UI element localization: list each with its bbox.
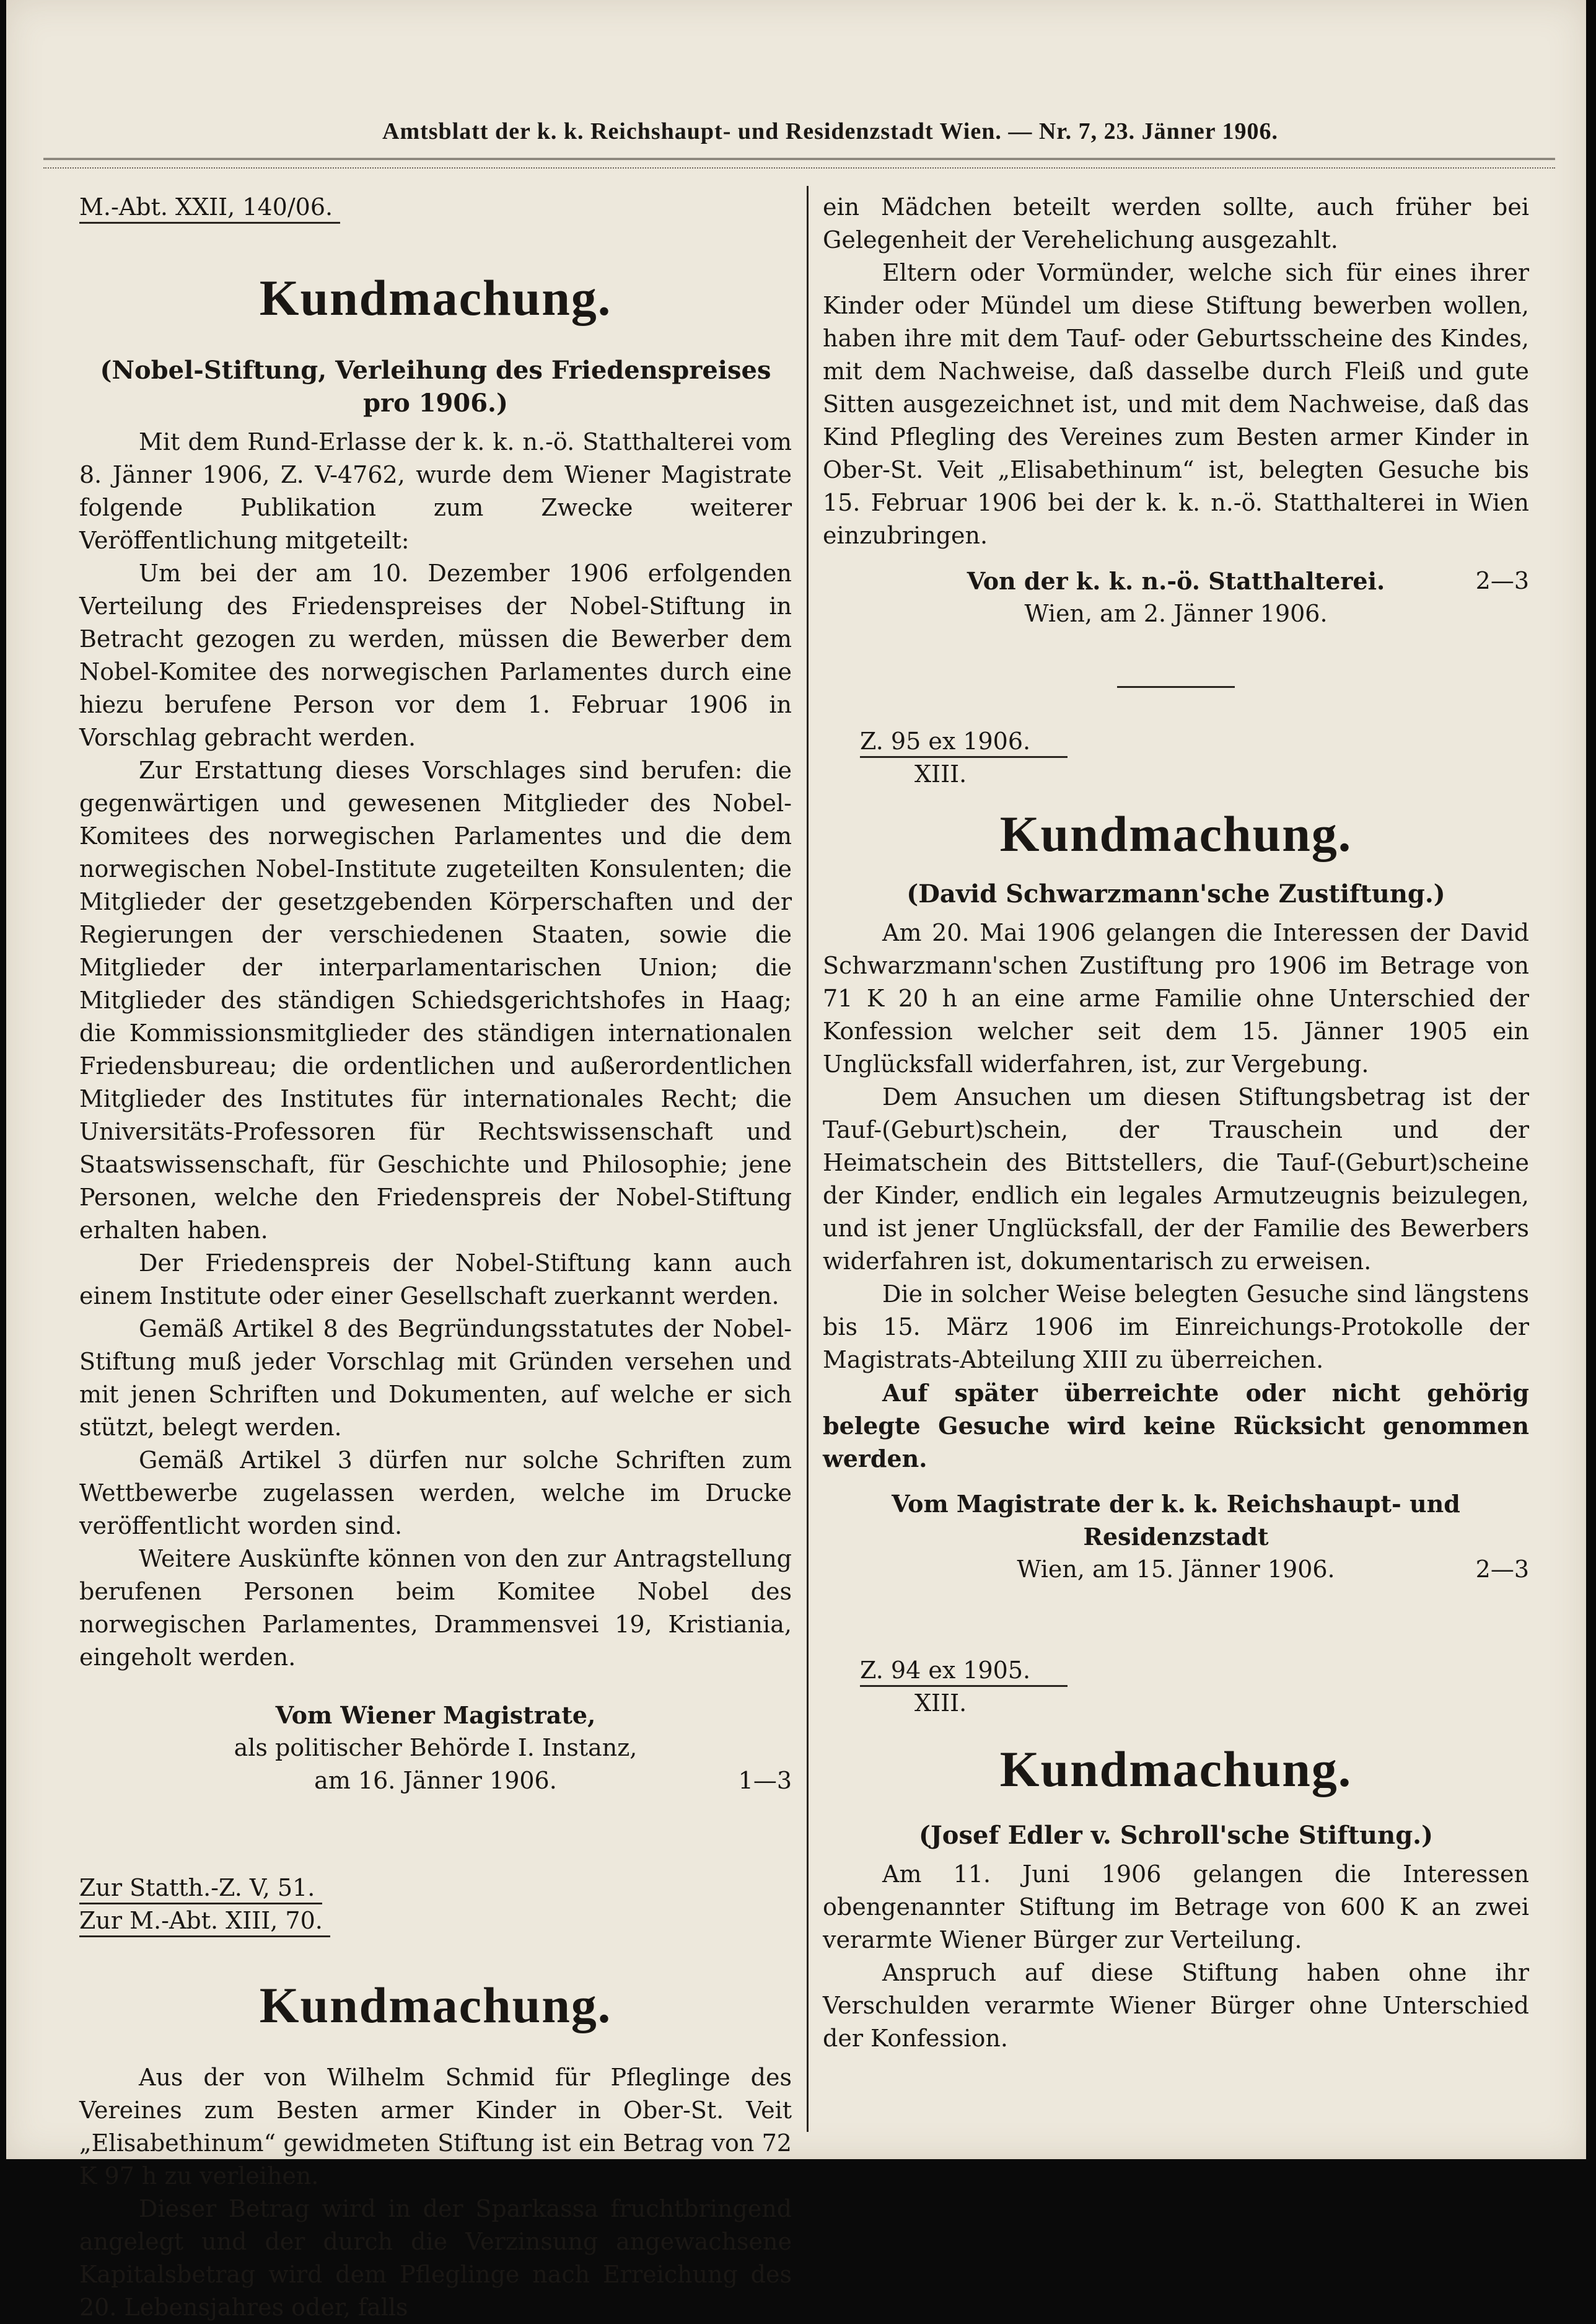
notice-subtitle: (Josef Edler v. Schroll'sche Stiftung.) — [918, 1821, 1434, 1850]
notice-reference: Zur Statth.-Z. V, 51. — [79, 1873, 322, 1904]
paragraph: Dem Ansuchen um diesen Stiftungsbetrag ist der Tauf-(Geburt)schein, der Trauschein und der Heimatschein des Bittstellers, die Tauf-(Geburt)scheine der Kinder, endlich ein legales Armutzeugnis beizulegen, und ist jener Unglücksfall, der der Familie des Bewerbers widerfahren ist, dokumentarisch zu erweisen. — [823, 1083, 1529, 1275]
paragraph: Gemäß Artikel 3 dürfen nur solche Schriften zum Wettbewerbe zugelassen werden, welche im Drucke veröffentlicht worden sind. — [79, 1446, 792, 1539]
department-number: XIII. — [914, 760, 967, 788]
paragraph: ein Mädchen beteilt werden sollte, auch früher bei Gelegenheit der Verehelichung ausgezahlt. — [823, 193, 1529, 253]
notice-nobel — [79, 191, 792, 1797]
header-dotted-rule — [43, 167, 1555, 169]
notice-schroll — [823, 1654, 1529, 2055]
signature-authority: Von der k. k. n.-ö. Statthalterei. — [967, 567, 1385, 595]
bold-paragraph: Auf später überreichte oder nicht gehörig belegte Gesuche wird keine Rücksicht genommen werden. — [823, 1379, 1529, 1472]
paragraph: Mit dem Rund-Erlasse der k. k. n.-ö. Statthalterei vom 8. Jänner 1906, Z. V-4762, wurde dem Wiener Magistrate folgende Publikation zum Zwecke weiterer Veröffentlichung mitgeteilt: — [79, 428, 792, 554]
notice-schwarzmann — [823, 725, 1529, 1586]
insertion-number: 2—3 — [1475, 1556, 1529, 1583]
paragraph: Der Friedenspreis der Nobel-Stiftung kann auch einem Institute oder einer Gesellschaft zuerkannt werden. — [79, 1249, 792, 1309]
notice-subtitle: (Nobel-Stiftung, Verleihung des Friedenspreises pro 1906.) — [100, 356, 771, 418]
paragraph: Gemäß Artikel 8 des Begründungsstatutes der Nobel-Stiftung muß jeder Vorschlag mit Gründen versehen und mit jenen Schriften und Dokumenten, auf welche er sich stützt, belegt werden. — [79, 1315, 792, 1441]
paragraph: Um bei der am 10. Dezember 1906 erfolgenden Verteilung des Friedenspreises der Nobel-Stiftung in Betracht gezogen zu werden, müssen die Bewerber dem Nobel-Komitee des norwegischen Parlamentes durch eine hiezu berufene Person vor dem 1. Februar 1906 in Vorschlag gebracht werden. — [79, 560, 792, 751]
notice-reference: Z. 95 ex 1906. — [860, 726, 1068, 758]
notice-title: Kundmachung. — [259, 270, 612, 326]
notice-reference: Zur M.-Abt. XIII, 70. — [79, 1906, 330, 1937]
signature-date: Wien, am 2. Jänner 1906. — [1024, 600, 1328, 627]
paragraph: Am 11. Juni 1906 gelangen die Interessen obengenannter Stiftung im Betrage von 600 K an zwei verarmte Wiener Bürger zur Verteilung. — [823, 1860, 1529, 1953]
paragraph: Weitere Auskünfte können von den zur Antragstellung berufenen Personen beim Komitee Nobel des norwegischen Parlamentes, Drammensvei 19, Kristiania, eingeholt werden. — [79, 1545, 792, 1671]
paragraph: Eltern oder Vormünder, welche sich für eines ihrer Kinder oder Mündel um diese Stiftung bewerben wollen, haben ihre mit dem Tauf- oder Geburtsscheine des Kindes, mit dem Nachweise, daß dasselbe durch Fleiß und gute Sitten ausgezeichnet ist, und mit dem Nachweise, daß das Kind Pflegling des Vereines zum Besten armer Kinder in Ober-St. Veit „Elisabethinum“ ist, belegten Gesuche bis 15. Februar 1906 bei der k. k. n.-ö. Statthalterei in Wien einzubringen. — [823, 259, 1529, 549]
notice-schmid — [79, 1872, 792, 2324]
notice-subtitle: (David Schwarzmann'sche Zustiftung.) — [906, 879, 1445, 909]
notice-title: Kundmachung. — [259, 1977, 612, 2033]
insertion-number: 2—3 — [1475, 567, 1529, 594]
signature-authority: Vom Wiener Magistrate, — [275, 1701, 596, 1729]
notice-schmid-continued — [823, 191, 1529, 688]
signature-date: am 16. Jänner 1906. — [314, 1767, 557, 1794]
insertion-number: 1—3 — [738, 1767, 792, 1794]
signature-date: Wien, am 15. Jänner 1906. — [1017, 1556, 1335, 1583]
newspaper-page — [6, 0, 1586, 2321]
header-rule — [43, 158, 1555, 160]
left-column — [79, 191, 792, 2324]
page-header: Amtsblatt der k. k. Reichshaupt- und Residenzstadt Wien. — Nr. 7, 23. Jänner 1906. — [382, 118, 1278, 144]
notice-title: Kundmachung. — [999, 806, 1353, 862]
separator-rule — [1117, 686, 1235, 688]
paragraph: Aus der von Wilhelm Schmid für Pfleglinge des Vereines zum Besten armer Kinder in Ober-St. Veit „Elisabethinum“ gewidmeten Stiftung ist ein Betrag von 72 K 97 h zu verleihen. — [79, 2064, 792, 2190]
signature-authority: Vom Magistrate der k. k. Reichshaupt- und Residenzstadt — [892, 1490, 1460, 1551]
paragraph: Dieser Betrag wird in der Sparkassa fruchtbringend angelegt und der durch die Verzinsung angewachsene Kapitalsbetrag wird dem Pfleglinge nach Erreichung des 20. Lebensjahres oder, falls — [79, 2195, 792, 2321]
right-column — [823, 191, 1529, 2055]
notice-reference: M.-Abt. XXII, 140/06. — [79, 192, 340, 224]
department-number: XIII. — [914, 1689, 967, 1717]
notice-title: Kundmachung. — [999, 1741, 1353, 1797]
paragraph: Am 20. Mai 1906 gelangen die Interessen der David Schwarzmann'schen Zustiftung pro 1906 im Betrage von 71 K 20 h an eine arme Familie ohne Unterschied der Konfession welcher seit dem 15. Jänner 1905 ein Unglücksfall widerfahren, ist, zur Vergebung. — [823, 919, 1529, 1078]
paragraph: Anspruch auf diese Stiftung haben ohne ihr Verschulden verarmte Wiener Bürger ohne Unterschied der Konfession. — [823, 1959, 1529, 2052]
paragraph: Zur Erstattung dieses Vorschlages sind berufen: die gegenwärtigen und gewesenen Mitglieder des Nobel-Komitees des norwegischen Parlamentes und die dem norwegischen Nobel-Institute zugeteilten Konsulenten; die Mitglieder der gesetzgebenden Körperschaften und der Regierungen der verschiedenen Staaten, sowie die Mitglieder der interparlamentarischen Union; die Mitglieder des ständigen Schiedsgerichtshofes in Haag; die Kommissionsmitglieder des ständigen internationalen Friedensbureau; die ordentlichen und außerordentlichen Mitglieder des Institutes für internationales Recht; die Universitäts-Professoren für Rechtswissenschaft und Staatswissenschaft, für Geschichte und Philosophie; jene Personen, welche den Friedenspreis der Nobel-Stiftung erhalten haben. — [79, 757, 792, 1244]
signature-line: als politischer Behörde I. Instanz, — [234, 1734, 638, 1761]
notice-reference: Z. 94 ex 1905. — [860, 1655, 1068, 1687]
paragraph: Die in solcher Weise belegten Gesuche sind längstens bis 15. März 1906 im Einreichungs-Protokolle der Magistrats-Abteilung XIII zu überreichen. — [823, 1280, 1529, 1373]
column-divider — [807, 186, 809, 2132]
